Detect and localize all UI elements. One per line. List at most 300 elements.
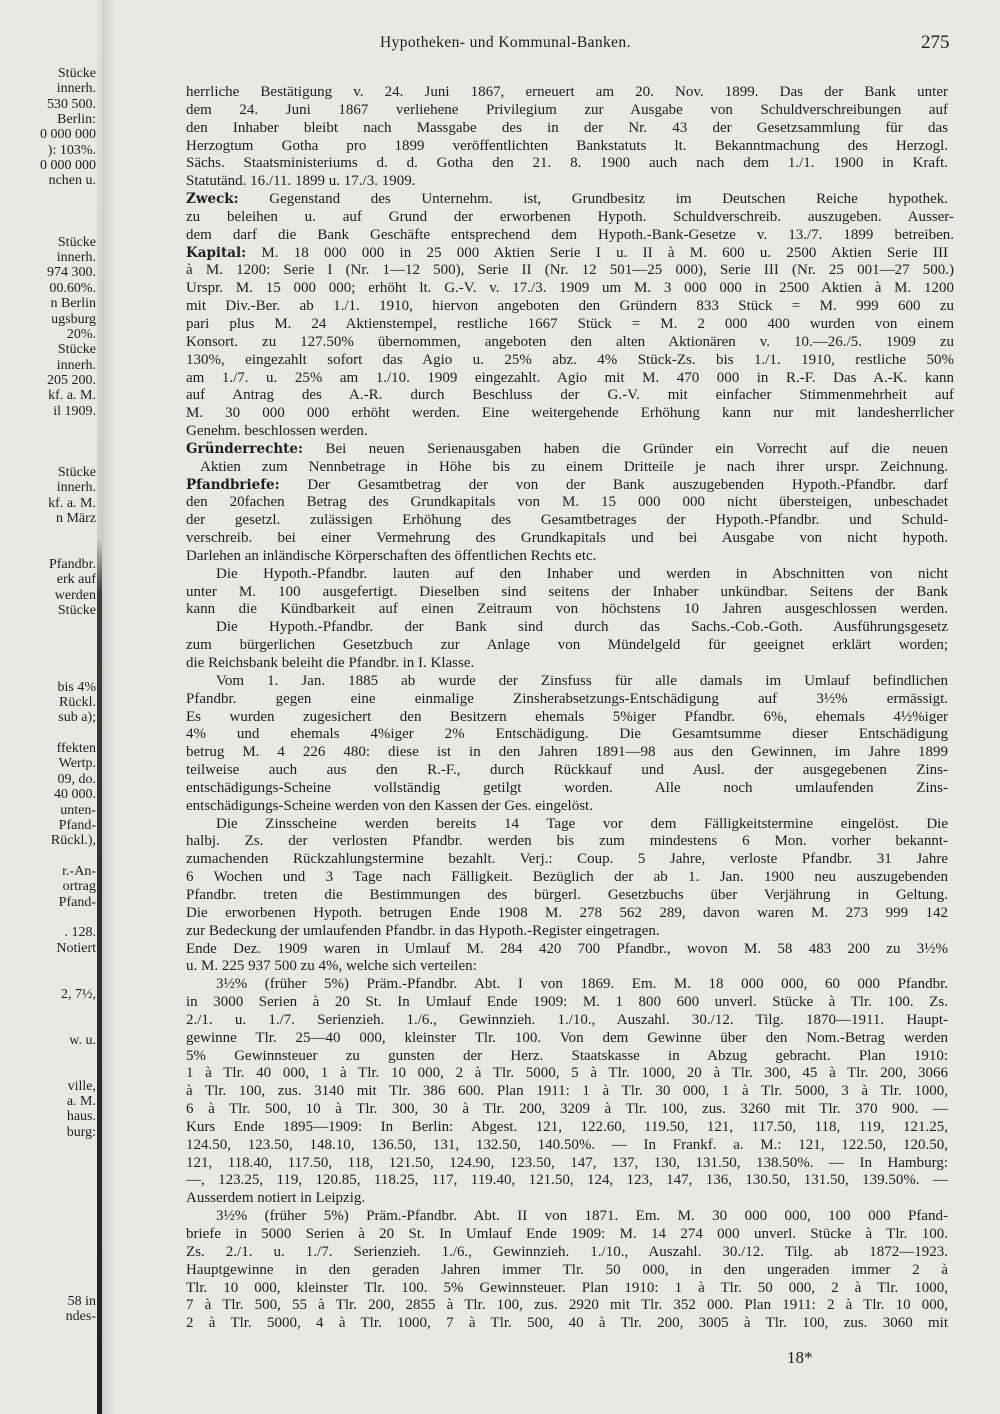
text-line [186,958,948,976]
text-line [186,744,948,762]
text-line-content [186,655,474,673]
left-column-line: 40 000. [54,787,96,803]
line-text: Urspr. M. 15 000 000; erhöht lt. G.-V. v. 17./3. 1909 um M. 3 000 000 in 2500 Aktien à M. 1200 [186,280,954,297]
line-text: herrliche Bestätigung v. 24. Juni 1867, erneuert am 20. Nov. 1899. Das der Bank unter [186,84,948,100]
text-line-content [186,173,415,191]
line-text: den 20fachen Betrag des Grundkapitals von M. 15 000 000 nicht übersteigen, unbeschadet [186,494,948,511]
line-text: zum bürgerlichen Gesetzbuch zur Anlage von Mündelgeld für geeignet erklärt worden; [186,637,948,654]
text-line-content [186,316,954,334]
text-line [186,923,948,941]
text-line-content [186,245,948,263]
text-line [186,619,948,637]
left-column-line: innerh. [56,480,96,496]
line-text: u. M. 225 937 500 zu 4%, welche sich verteilen: [186,958,477,975]
line-text: 5% Gewinnsteuer zu gunsten der Herz. Staatskasse in Abzug gebracht. Plan 1910: [186,1047,948,1064]
text-line [186,798,948,816]
text-line-content [186,423,368,441]
line-text: halbj. Zs. der verlosten Pfandbr. werden bis zum mindestens 6 Mon. vorher bekannt- [186,833,948,850]
left-column-line [0,1002,96,1017]
left-column-line: innerh. [56,357,96,373]
section-label: Kapital: [186,244,247,261]
text-line-content [186,1280,948,1298]
text-line-content [186,1030,948,1048]
text-line [186,1065,948,1083]
text-line-content [186,477,948,495]
line-text: zur Bedeckung der umlaufenden Pfandbr. in das Hypoth.-Register eingetragen. [186,922,660,939]
text-line [186,1226,948,1244]
text-line-content [186,744,948,762]
left-column-line: kf. a. M. [48,388,96,404]
text-line [186,369,954,388]
left-column-line: Stücke [57,603,96,619]
text-line [186,208,954,227]
text-line [186,1137,948,1155]
text-line [186,1244,948,1262]
text-line [186,726,948,744]
text-line-content [186,1119,948,1137]
left-column-line [0,1232,96,1247]
line-text: Kurs Ende 1895—1909: In Berlin: Abgest. 121, 122.60, 119.50, 121, 117.50, 118, 119, 121.25, [186,1118,948,1135]
left-column-line [0,219,96,234]
left-column-line: 2, 7½, [61,986,96,1002]
page-gutter-shade [102,0,116,1414]
text-line-content [186,601,948,619]
left-column-line: w. u. [69,1032,96,1048]
text-line [186,245,948,263]
text-line [186,120,948,138]
text-line [186,477,948,495]
line-text: unter M. 100 ausgefertigt. Dieselben sind seitens der Inhaber unkündbar. Seitens der Bank [186,583,948,600]
left-column-line [0,1278,96,1293]
text-line-content [186,1012,948,1030]
text-line-content [186,441,948,459]
text-line [186,816,948,834]
line-text: in 3000 Serien à 20 St. In Umlauf Ende 1909: M. 1 800 600 unverl. Stücke à Tlr. 100. Zs. [186,994,948,1011]
left-column-line: il 1909. [53,403,96,419]
text-line-content [216,816,948,834]
left-column-line [0,726,96,741]
text-line [186,333,954,352]
text-line [186,566,948,584]
text-line [186,780,948,798]
line-text: Konsort. zu 127.50% übernommen, angeboten den alten Aktionären v. 10.—26./5. 1909 zu [186,333,954,350]
left-column-line: n März [55,510,96,526]
text-line [186,655,948,673]
text-line-content [186,691,948,709]
left-column-line [0,956,96,971]
text-line-content [186,352,954,370]
text-line-content [216,619,948,637]
text-line-content [186,798,593,816]
text-line-content [186,1048,948,1066]
text-line-content [186,387,954,405]
text-line-content [186,1226,948,1244]
text-line [186,1030,948,1048]
text-line [186,262,954,280]
line-text: 121, 118.40, 117.50, 118, 121.50, 124.90, 123.50, 147, 137, 130, 131.50, 138.50%. — In Hamburg: [186,1154,948,1171]
line-text: Statutänd. 16./11. 1899 u. 17./3. 1909. [186,173,416,190]
text-line-content [186,1172,948,1190]
text-line [186,1012,948,1030]
main-text-column [186,84,954,1333]
running-title: Hypotheken- und Kommunal-Banken. [380,34,631,51]
left-column-line: r.-An- [62,863,96,879]
line-text: entschädigungs-Scheine werden von den Kassen der Ges. eingelöst. [186,797,593,814]
left-column-line: Rückl. [59,695,96,711]
text-line-content [186,494,948,512]
left-column-line [0,971,96,986]
left-column-line [0,1247,96,1262]
line-text: 6 Wochen und 3 Tage nach Fälligkeit. Bezüglich der ab 1. Jan. 1900 neu auszugebenden [186,869,948,886]
line-text: Die Hypoth.-Pfandbr. lauten auf den Inhaber und werden in Abschnitten von nicht [216,565,948,582]
text-line-content [186,1262,948,1280]
line-text: den Inhaber bleibt nach Massgabe des in der Nr. 43 der Gesetzsammlung für das [186,119,948,136]
text-line [186,833,948,851]
left-column-line: 00.60%. [49,280,96,296]
text-line-content [186,138,948,156]
left-column-line: kf. a. M. [48,495,96,511]
text-line-content [186,334,954,352]
left-column-line [0,450,96,465]
line-text: dem 24. Juni 1867 verliehene Privilegium zur Ausgabe von Schuldverschreibungen auf [186,101,948,118]
left-column-line: Rückl.), [50,833,96,849]
line-text: 2./1. u. 1./7. Serienzieh. 1./6., Gewinnzieh. 1./10., Auszahl. 30./12. Tilg. 1870—1911. Haupt- [186,1011,948,1028]
text-line [186,1101,948,1119]
text-line [186,423,948,441]
line-text: Pfandbr. gegen eine einmalige Zinsherabsetzungs-Entschädigung auf 3½% ermässigt. [186,690,948,707]
line-text: Genehm. beschlossen werden. [186,423,368,440]
left-column-line [0,526,96,541]
text-line [186,1119,948,1137]
text-line [186,441,948,459]
left-column-line [0,1217,96,1232]
line-text: der gesetzl. zulässigen Erhöhung des Gesamtbetrages der Hypoth.-Pfandbr. und Schuld- [186,512,948,529]
text-line [186,941,948,959]
left-column-line: Stücke [57,464,96,480]
line-text: am 1./7. u. 25% am 1./10. 1909 eingezahlt. Agio mit M. 470 000 in R.-F. Das A.-K. kann [186,369,954,386]
left-column-line: 09, do. [57,771,96,787]
text-line-content [186,869,948,887]
text-line-content [186,887,948,905]
line-text: entschädigungs-Scheine vollständig getilgt worden. Alle noch umlaufenden Zins- [186,779,948,796]
text-line-content [200,459,948,477]
left-column-line [0,1155,96,1170]
text-line [186,155,948,173]
left-column-line: ville, [67,1078,96,1094]
text-line [186,351,954,370]
left-column-line: 205 200. [47,372,96,388]
left-column-line [0,434,96,449]
line-text: Vom 1. Jan. 1885 ab wurde der Zinsfuss für alle damals im Umlauf befindlichen [216,672,948,689]
left-column-line: innerh. [56,250,96,266]
text-line-content [186,1190,365,1208]
left-column-line: Wertp. [58,756,96,772]
line-text: briefe in 5000 Serien à 20 St. In Umlauf Ende 1909: M. 14 274 000 unverl. Stücke à Tlr. 100. [186,1226,948,1242]
signature-mark: 18* [787,1348,813,1367]
text-line [186,494,948,512]
line-text: auf Antrag des A.-R. durch Beschluss der G.-V. mit einfacher Stimmenmehrheit auf [186,387,954,404]
line-text: 3½% (früher 5%) Präm.-Pfandbr. Abt. II von 1871. Em. M. 30 000 000, 100 000 Pfand- [216,1208,948,1225]
text-line-content [186,709,948,727]
text-line [186,1190,948,1208]
left-column-line: burg: [66,1124,96,1140]
text-line [186,1262,948,1280]
text-line [186,994,948,1012]
text-line [186,637,948,655]
text-line-content [186,584,948,602]
line-text: Die Zinsscheine werden bereits 14 Tage vor dem Fälligkeitstermine eingelöst. Die [216,815,948,832]
line-text: Pfandbr. treten die Bestimmungen des bürgerl. Gesetzbuchs über Verjährung in Geltung. [186,886,948,903]
text-line [186,191,948,209]
left-column-line: Berlin: [57,112,96,128]
line-text: teilweise auch aus den R.-F., durch Rückkauf und Ausl. der ausgegebenen Zins- [186,762,948,779]
text-line [186,280,954,298]
section-label: Gründerrechte: [186,440,303,457]
line-text: zu beleihen u. auf Grund der erworbenen Hypoth. Schuldverschreib. auszugeben. Ausser- [186,208,954,225]
left-column-line [0,1263,96,1278]
text-line [186,1048,948,1066]
left-column-line [0,204,96,219]
text-line-content [186,209,954,227]
text-line-content [186,1083,948,1101]
text-line-content [186,84,948,102]
text-line [186,1155,948,1173]
section-label: Pfandbriefe: [186,476,280,493]
left-column-line [0,1140,96,1155]
line-text: à Tlr. 100, zus. 3140 mit Tlr. 386 600. Plan 1911: 1 à Tlr. 30 000, 1 à Tlr. 5000, 3 à Tlr. 1000, [186,1083,948,1100]
line-text: pari plus M. 24 Aktienstempel, restliche 1667 Stück = M. 2 000 400 wurden von einem [186,315,954,332]
text-line-content [186,370,954,388]
text-line-content [186,851,948,869]
left-column-line: ): 103%. [47,142,96,158]
text-line-content [186,512,948,530]
left-column-line [0,849,96,864]
left-column-line [0,618,96,633]
left-column-line: Notiert [56,940,96,956]
line-text: 7 à Tlr. 500, 55 à Tlr. 200, 2855 à Tlr. 100, zus. 2920 mit Tlr. 352 000. Plan 1911: 2 à Tlr. 10 000, [186,1297,948,1314]
text-line [186,1315,948,1333]
line-text: 6 à Tlr. 500, 10 à Tlr. 300, 30 à Tlr. 200, 3209 à Tlr. 100, zus. 3260 mit Tlr. 370 900. — [186,1101,948,1118]
line-text: M. 18 000 000 in 25 000 Aktien Serie I u. II à M. 600 u. 2500 Aktien Serie III [246,244,948,261]
left-column-line [0,1171,96,1186]
left-column-line [0,1048,96,1063]
text-line-content [186,102,948,120]
left-column-line: haus. [66,1109,96,1125]
left-column-line: a. M. [66,1094,96,1110]
text-line [186,1083,948,1101]
line-text: Aktien zum Nennbetrage in Höhe bis zu einem Dritteile je nach ihrer urspr. Zeichnung. [200,458,948,475]
text-line [186,512,948,530]
text-line [186,1280,948,1298]
text-line-content [186,1315,948,1333]
line-text: kann die Kündbarkeit auf einen Zeitraum von höchstens 10 Jahren ausgeschlossen werden. [186,601,948,618]
line-text: 1 à Tlr. 40 000, 1 à Tlr. 10 000, 2 à Tlr. 5000, 5 à Tlr. 1000, 20 à Tlr. 300, 45 à Tlr. 200, 3066 [186,1065,948,1082]
text-line-content [186,405,954,423]
text-line-content [186,923,660,941]
text-line-content [186,227,954,245]
left-column-line: n Berlin [50,296,96,312]
line-text: —, 123.25, 119, 120.85, 118.25, 117, 119.40, 121.50, 124, 123, 147, 136, 130.50, 131.50, 139.50%. — [186,1172,948,1189]
line-text: 3½% (früher 5%) Präm.-Pfandbr. Abt. I von 1869. Em. M. 18 000 000, 60 000 Pfandbr. [216,976,948,993]
line-text: Ausserdem notiert in Leipzig. [186,1190,366,1207]
left-column-line: ffekten [56,741,96,757]
line-text: M. 30 000 000 erhöht werden. Eine weitergehende Erhöhung kann nur mit landesherrlicher [186,405,954,422]
text-line-content [186,1137,948,1155]
text-line [186,138,948,156]
text-line [186,1172,948,1190]
line-text: Hauptgewinne in den geraden Jahren immer Tlr. 50 000, in den ungeraden immer 2 à [186,1261,948,1278]
text-line-content [216,566,948,584]
line-text: Die erworbenen Hypoth. betrugen Ende 1908 M. 278 562 289, davon waren M. 273 999 142 [186,904,948,921]
left-column-line: 20%. [66,326,96,342]
text-line [186,1208,948,1226]
text-line-content [186,994,948,1012]
left-column-line: Pfand- [58,894,96,910]
text-line [186,530,948,548]
left-column-line: Pfand- [58,817,96,833]
left-column-line: sub a); [58,710,96,726]
left-column-line: werden [54,587,96,603]
left-column-line: erk auf [56,572,96,588]
text-line [186,405,954,423]
line-text: mit Div.-Ber. ab 1./1. 1910, hiervon angeboten den Gründern 833 Stück = M. 999 600 zu [186,298,954,315]
text-line-content [216,673,948,691]
text-line [186,1297,948,1315]
left-column-line [0,910,96,925]
text-line-content [216,1208,948,1226]
left-column-line: innerh. [56,81,96,97]
section-label: Zweck: [186,191,239,208]
line-text: 124.50, 123.50, 148.10, 136.50, 131, 132.50, 140.50%. — In Frankf. a. M.: 121, 122.50, 120.50, [186,1136,948,1153]
left-column-line: ugsburg [51,311,96,327]
left-column-line: Stücke [57,342,96,358]
left-column-line: 58 in [67,1293,96,1309]
text-line-content [186,1244,948,1262]
left-column-line [0,1186,96,1201]
text-line-content [186,120,948,138]
text-line [186,298,954,316]
left-column-line: ndes- [65,1308,96,1324]
left-column-line [0,634,96,649]
text-line [186,548,948,566]
left-column-line: nchen u. [48,173,96,189]
text-line-content [186,1155,948,1173]
left-column-line: 0 000 000 [40,158,96,174]
left-column-line: bis 4% [57,679,96,695]
text-line-content [186,941,948,959]
line-text: à M. 1200: Serie I (Nr. 1—12 500), Serie II (Nr. 12 501—25 000), Serie III (Nr. 25 001—27 500.) [186,262,954,279]
left-column-line: Stücke [57,66,96,81]
left-column-line: Stücke [57,234,96,250]
text-line [186,869,948,887]
text-line-content [186,780,948,798]
line-text: gewinne Tlr. 25—40 000, kleinster Tlr. 100. Von dem Gewinne über den Nom.-Betrag werden [186,1029,948,1046]
line-text: die Reichsbank beleiht die Pfandbr. in I. Klasse. [186,655,475,671]
text-line [186,315,954,334]
text-line-content [186,191,948,209]
left-column-line: 974 300. [47,265,96,281]
text-line [186,887,948,905]
page-number: 275 [921,32,950,53]
text-line [186,673,948,691]
left-column-line: ortrag [62,879,96,895]
text-line-content [186,1297,948,1315]
line-text: betrug M. 4 226 480: diese ist in den Jahren 1891—98 aus den Gewinnen, im Jahre 1899 [186,744,948,761]
left-column-line [0,1017,96,1032]
text-line-content [186,1101,948,1119]
line-text: 2 à Tlr. 5000, 4 à Tlr. 1000, 7 à Tlr. 500, 40 à Tlr. 200, 3005 à Tlr. 100, zus. 3060 mit [186,1315,948,1332]
line-text: Sächs. Staatsministeriums d. d. Gotha den 21. 8. 1900 auch nach dem 1./1. 1900 in Kraft. [186,155,948,172]
left-column-line [0,1063,96,1078]
text-line [186,459,948,477]
line-text: Die Hypoth.-Pfandbr. der Bank sind durch das Sachs.-Cob.-Goth. Ausführungsgesetz [216,619,948,636]
text-line [186,976,948,994]
line-text: dem darf die Bank Geschäfte entsprechend dem Hypoth.-Bank-Gesetze v. 13./7. 1899 betreiben. [186,226,954,243]
line-text: Es wurden zugesichert den Besitzern ehemals 5%iger Pfandbr. 6%, ehemals 4½%iger [186,708,948,725]
left-column-line [0,542,96,557]
text-line-content [186,548,596,566]
text-line-content [186,762,948,780]
line-text: Gegenstand des Unternehm. ist, Grundbesitz im Deutschen Reiche hypothek. [238,191,948,208]
line-text: Ende Dez. 1909 waren in Umlauf M. 284 420 700 Pfandbr., wovon M. 58 483 200 zu 3½% [186,940,948,957]
text-line-content [186,726,948,744]
text-line [186,601,948,619]
text-line [186,102,948,120]
text-line [186,905,948,923]
text-line-content [186,298,954,316]
text-line-content [186,833,948,851]
line-text: Tlr. 10 000, kleinster Tlr. 100. 5% Gewinnsteuer. Plan 1910: 1 à Tlr. 50 000, 2 à Tlr. 1000, [186,1279,948,1296]
text-line-content [186,262,954,280]
text-line-content [186,905,948,923]
left-column-line: unten- [60,802,96,818]
text-line [186,173,948,191]
text-line-content [186,155,948,173]
left-column-line: . 128. [64,925,96,941]
line-text: Bei neuen Serienausgaben haben die Gründer ein Vorrecht auf die neuen [302,440,948,457]
line-text: Herzogtum Gotha pro 1899 veröffentlichten Bankstatuts lt. Bekanntmachung des Herzogl. [186,137,948,154]
left-column-line [0,419,96,434]
line-text: verschreib. bei einer Vermehrung des Grundkapitals und bei Ausgabe von nicht hypoth. [186,530,948,547]
line-text: Der Gesamtbetrag der von der Bank auszugebenden Hypoth.-Pfandbr. darf [279,476,948,493]
line-text: Darlehen an inländische Körperschaften des öffentlichen Rechts etc. [186,547,597,564]
text-line-content [186,280,954,298]
previous-page-column-fragment [0,66,96,1324]
text-line-content [216,976,948,994]
text-line-content [186,958,477,976]
text-line [186,387,954,405]
text-line [186,691,948,709]
left-column-line: Pfandbr. [48,557,96,572]
line-text: 130%, eingezahlt sofort das Agio u. 25% abz. 4% Stück-Zs. bis 1./1. 1910, restliche 50% [186,351,954,368]
line-text: zumachenden Rückzahlungstermine bezahlt. Verj.: Coup. 5 Jahre, verloste Pfandbr. 31 Jahre [186,851,948,868]
text-line [186,584,948,602]
text-line-content [186,637,948,655]
left-column-line: 530 500. [47,96,96,112]
text-line-content [186,530,948,548]
text-line-content [186,1065,948,1083]
line-text: Zs. 2./1. u. 1./7. Serienzieh. 1./6., Gewinnzieh. 1./10., Auszahl. 30./12. Tilg. ab 1872—1923. [186,1243,948,1260]
left-column-line: 0 000 000 [40,127,96,143]
left-column-line [0,189,96,204]
left-column-line [0,664,96,679]
text-line [186,851,948,869]
line-text: 4% und ehemals 4%iger 2% Entschädigung. Die Gesamtsumme dieser Entschädigung [186,726,948,743]
text-line [186,226,954,245]
left-column-line [0,1201,96,1216]
text-line [186,84,948,102]
text-line [186,762,948,780]
